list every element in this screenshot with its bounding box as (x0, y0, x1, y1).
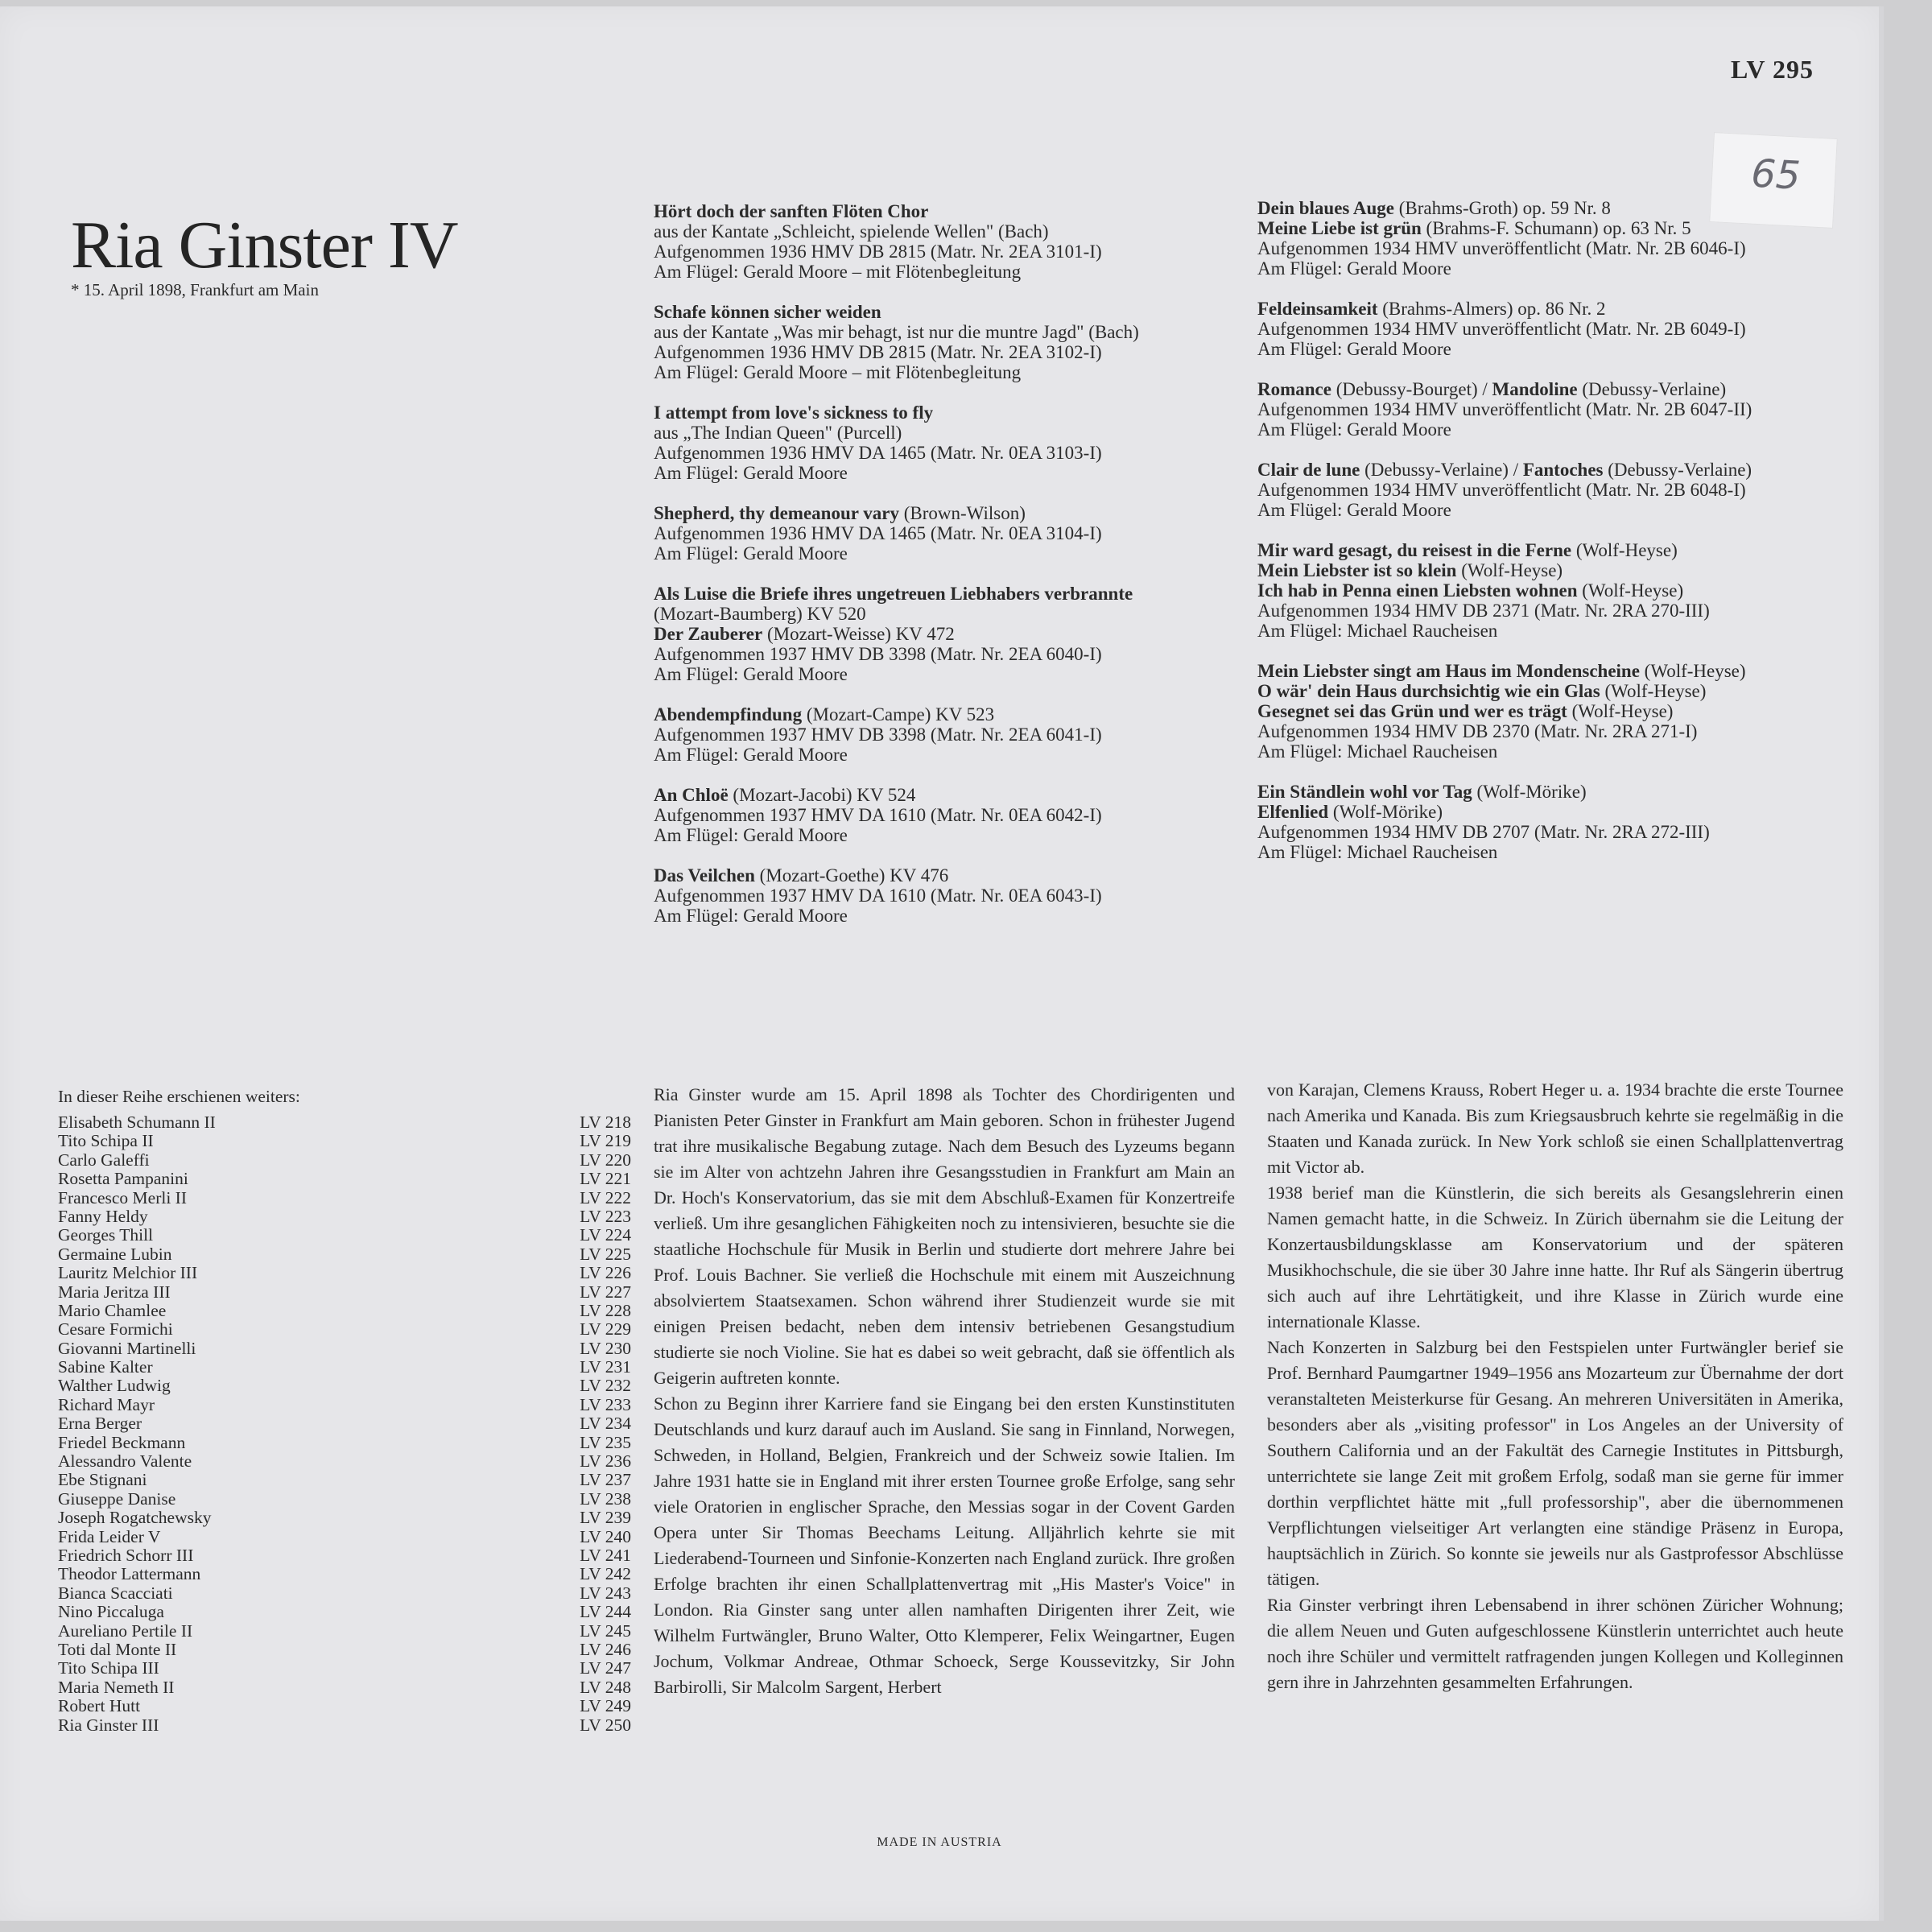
track-line (1257, 601, 1837, 621)
series-item (58, 1302, 631, 1320)
track-line (1257, 460, 1837, 480)
biography-column-2 (1267, 1077, 1843, 1695)
series-artist: Robert Hutt (58, 1696, 141, 1716)
track-line (1257, 661, 1837, 681)
track-entry (654, 865, 1217, 926)
series-item (58, 1471, 631, 1489)
track-line (654, 624, 1217, 644)
track-detail: Am Flügel: Gerald Moore – mit Flötenbegleitung (654, 362, 1022, 382)
track-title: Dein blaues Auge (1257, 198, 1394, 218)
track-detail: Aufgenommen 1934 HMV unveröffentlicht (Matr. Nr. 2B 6047-II) (1257, 399, 1752, 419)
series-catalog-number: LV 243 (580, 1583, 631, 1603)
bio-paragraph: Schon zu Beginn ihrer Karriere fand sie Eingang bei den ersten Kunstinstituten Deutschlands und kurz darauf auch im Ausland. Sie sang in Finnland, Norwegen, Schweden, in Holland, Belgien, Frankreich und der Schweiz sowie Italien. Im Jahre 1931 hatte sie in England mit ihrer ersten Tournee große Erfolge, sang sehr viele Oratorien in englischer Sprache, den Messias sogar in der Covent Garden Opera unter Sir Thomas Beechams Leitung. Alljährlich kehrte sie mit Liederabend-Tourneen und Sinfonie-Konzerten nach England zurück. Ihre großen Erfolge brachten ihr einen Schallplattenvertrag mit „His Master's Voice" in London. Ria Ginster sang unter allen namhaften Dirigenten ihrer Zeit, wie Wilhelm Furtwängler, Bruno Walter, Otto Klemperer, Felix Weingartner, Eugen Jochum, Volkmar Andreae, Othmar Schoeck, Serge Koussevitzky, Sir John Barbirolli, Sir Malcolm Sargent, Herbert (654, 1393, 1235, 1697)
series-catalog-number: LV 229 (580, 1319, 631, 1340)
track-detail: (Debussy-Verlaine) / (1360, 460, 1523, 480)
track-entry (654, 785, 1217, 845)
series-item (58, 1340, 631, 1358)
track-line (654, 664, 1217, 684)
series-rows (58, 1113, 631, 1735)
track-line (654, 745, 1217, 765)
track-entry (654, 704, 1217, 765)
track-entry (1257, 379, 1837, 440)
series-item (58, 1414, 631, 1433)
track-line (1257, 701, 1837, 721)
track-detail: Aufgenommen 1934 HMV DB 2707 (Matr. Nr. 2RA 272-III) (1257, 822, 1710, 842)
track-entry (654, 503, 1217, 564)
track-line (654, 201, 1217, 221)
series-artist: Maria Nemeth II (58, 1677, 175, 1697)
track-line (1257, 741, 1837, 762)
series-item (58, 1678, 631, 1697)
track-title: Der Zauberer (654, 624, 763, 644)
track-line (654, 825, 1217, 845)
series-catalog-number: LV 233 (580, 1394, 631, 1414)
track-line (1257, 339, 1837, 359)
track-detail: (Wolf-Heyse) (1639, 661, 1746, 681)
track-entry (1257, 782, 1837, 862)
track-line (1257, 258, 1837, 279)
series-catalog-number: LV 232 (580, 1376, 631, 1396)
series-artist: Bianca Scacciati (58, 1583, 173, 1603)
series-artist: Theodor Lattermann (58, 1564, 201, 1584)
track-detail: (Mozart-Jacobi) KV 524 (728, 785, 916, 805)
track-title: Ich hab in Penna einen Liebsten wohnen (1257, 580, 1578, 601)
track-detail: (Mozart-Goethe) KV 476 (754, 865, 949, 886)
series-catalog-number: LV 249 (580, 1696, 631, 1716)
track-line (1257, 319, 1837, 339)
series-artist: Elisabeth Schumann II (58, 1113, 216, 1132)
series-artist: Carlo Galeffi (58, 1150, 150, 1170)
series-item (58, 1132, 631, 1150)
track-detail: Aufgenommen 1937 HMV DA 1610 (Matr. Nr. 0EA 6042-I) (654, 805, 1102, 825)
track-line (654, 724, 1217, 745)
track-detail: Aufgenommen 1936 HMV DB 2815 (Matr. Nr. 2EA 3101-I) (654, 242, 1102, 262)
track-detail: Am Flügel: Gerald Moore (654, 463, 848, 483)
track-detail: Am Flügel: Gerald Moore (654, 745, 848, 765)
track-entry (1257, 198, 1837, 279)
track-line (1257, 480, 1837, 500)
track-detail: (Debussy-Bourget) / (1331, 379, 1492, 399)
series-catalog-number: LV 241 (580, 1545, 631, 1565)
series-catalog-number: LV 225 (580, 1244, 631, 1264)
track-line (1257, 238, 1837, 258)
track-title: Das Veilchen (654, 865, 755, 886)
track-detail: Aufgenommen 1937 HMV DB 3398 (Matr. Nr. 2EA 6040-I) (654, 644, 1102, 664)
series-artist: Alessandro Valente (58, 1451, 192, 1472)
track-detail: Am Flügel: Gerald Moore (654, 825, 848, 845)
track-line (654, 463, 1217, 483)
track-line (654, 221, 1217, 242)
series-catalog-number: LV 248 (580, 1677, 631, 1697)
series-item (58, 1565, 631, 1583)
track-line (654, 322, 1217, 342)
series-artist: Lauritz Melchior III (58, 1263, 198, 1283)
series-artist: Ebe Stignani (58, 1470, 147, 1490)
biography-column-1 (654, 1082, 1235, 1700)
series-catalog-number: LV 238 (580, 1488, 631, 1509)
track-line (1257, 681, 1837, 701)
track-line (1257, 419, 1837, 440)
track-title: Mein Liebster ist so klein (1257, 560, 1457, 580)
track-title: Mandoline (1492, 379, 1578, 399)
track-line (654, 543, 1217, 564)
track-line (654, 262, 1217, 282)
series-item (58, 1283, 631, 1302)
track-title: Meine Liebe ist grün (1257, 218, 1422, 238)
track-detail: Am Flügel: Michael Raucheisen (1257, 741, 1498, 762)
track-line (1257, 540, 1837, 560)
series-artist: Mario Chamlee (58, 1300, 167, 1320)
series-catalog-number: LV 226 (580, 1263, 631, 1283)
series-artist: Cesare Formichi (58, 1319, 173, 1340)
series-item (58, 1170, 631, 1188)
track-line (1257, 842, 1837, 862)
record-sleeve-back (0, 6, 1884, 1921)
series-catalog-number: LV 227 (580, 1282, 631, 1302)
series-item (58, 1434, 631, 1452)
track-title: Clair de lune (1257, 460, 1360, 480)
track-line (654, 302, 1217, 322)
track-detail: Am Flügel: Gerald Moore – mit Flötenbegleitung (654, 262, 1022, 282)
birth-info: * 15. April 1898, Frankfurt am Main (71, 280, 319, 299)
track-entry (1257, 299, 1837, 359)
track-line (654, 342, 1217, 362)
series-catalog-number: LV 228 (580, 1300, 631, 1320)
series-item (58, 1358, 631, 1377)
track-title: Romance (1257, 379, 1331, 399)
series-catalog-number: LV 231 (580, 1357, 631, 1377)
track-detail: Am Flügel: Gerald Moore (1257, 500, 1451, 520)
track-detail: Aufgenommen 1934 HMV unveröffentlicht (Matr. Nr. 2B 6048-I) (1257, 480, 1746, 500)
track-entry (654, 201, 1217, 282)
series-item (58, 1226, 631, 1245)
track-detail: (Mozart-Campe) KV 523 (802, 704, 995, 724)
track-entry (1257, 460, 1837, 520)
track-detail: (Mozart-Weisse) KV 472 (762, 624, 955, 644)
bio-paragraph: 1938 berief man die Künstlerin, die sich bereits als Gesangslehrerin einen Namen gemacht hatte, in die Schweiz. In Zürich übernahm sie die Leitung der Konzertausbildungsklasse am Konservatorium und der späteren Musikhochschule, die sie über 30 Jahre inne hatte. Ihr Ruf als Sängerin übertrug sich auch auf ihre Lehrtätigkeit, und ihre Klasse in Zürich wurde eine internationale Klasse. (1267, 1183, 1843, 1331)
track-line (1257, 560, 1837, 580)
track-title: Fantoches (1522, 460, 1604, 480)
track-detail: (Brahms-Almers) op. 86 Nr. 2 (1377, 299, 1606, 319)
series-item (58, 1245, 631, 1264)
track-title: Shepherd, thy demeanour vary (654, 503, 899, 523)
series-catalog-number: LV 237 (580, 1470, 631, 1490)
series-artist: Germaine Lubin (58, 1244, 172, 1264)
bio-paragraph: Ria Ginster wurde am 15. April 1898 als Tochter des Chordirigenten und Pianisten Peter Ginster in Frankfurt am Main geboren. Schon in frühester Jugend trat ihre musikalische Begabung zutage. Nach dem Besuch des Lyzeums begann sie im Alter von achtzehn Jahren ihre Gesangsstudien in Frankfurt am Main an Dr. Hoch's Konservatorium, das sie mit dem Abschluß-Examen für Konzertreife verließ. Um ihre gesanglichen Fähigkeiten noch zu intensivieren, besuchte sie die staatliche Hochschule für Musik in Berlin und studierte dort mehrere Jahre bei Prof. Louis Bachner. Sie verließ die Hochschule mit einem mit Auszeichnung absolviertem Staatsexamen. Schon während ihrer Studienzeit wurde sie mit einigen Preisen bedacht, neben dem intensiv betriebenen Gesangstudium studierte sie noch Violine. Sie hat es dabei so weit gebracht, daß sie öffentlich als Geigerin auftreten konnte. (654, 1084, 1235, 1388)
series-heading: In dieser Reihe erschienen weiters: (58, 1087, 300, 1106)
track-line (654, 362, 1217, 382)
series-catalog-number: LV 244 (580, 1602, 631, 1622)
series-artist: Friedel Beckmann (58, 1432, 186, 1452)
track-entry (1257, 540, 1837, 641)
series-artist: Joseph Rogatchewsky (58, 1508, 212, 1528)
track-title: Mein Liebster singt am Haus im Mondenscheine (1257, 661, 1640, 681)
series-catalog-number: LV 219 (580, 1131, 631, 1151)
series-artist: Walther Ludwig (58, 1376, 171, 1396)
track-detail: (Debussy-Verlaine) (1603, 460, 1752, 480)
track-detail: Aufgenommen 1936 HMV DA 1465 (Matr. Nr. 0EA 3103-I) (654, 443, 1102, 463)
track-title: Feldeinsamkeit (1257, 299, 1378, 319)
series-item (58, 1151, 631, 1170)
series-artist: Georges Thill (58, 1225, 154, 1245)
track-detail: Am Flügel: Gerald Moore (1257, 419, 1451, 440)
track-detail: aus der Kantate „Schleicht, spielende Wellen" (Bach) (654, 221, 1049, 242)
handwritten-note: 65 (1749, 151, 1802, 199)
series-catalog-number: LV 218 (580, 1113, 631, 1132)
track-detail: Aufgenommen 1934 HMV unveröffentlicht (Matr. Nr. 2B 6049-I) (1257, 319, 1746, 339)
series-artist: Francesco Merli II (58, 1187, 187, 1208)
track-title: Elfenlied (1257, 802, 1329, 822)
series-artist: Maria Jeritza III (58, 1282, 171, 1302)
track-detail: Aufgenommen 1934 HMV DB 2371 (Matr. Nr. 2RA 270-III) (1257, 601, 1710, 621)
track-line (654, 443, 1217, 463)
track-line (654, 805, 1217, 825)
series-artist: Toti dal Monte II (58, 1639, 177, 1659)
series-item (58, 1509, 631, 1527)
series-catalog-number: LV 246 (580, 1639, 631, 1659)
series-catalog-number: LV 220 (580, 1150, 631, 1170)
series-artist: Nino Piccaluga (58, 1602, 164, 1622)
series-catalog-number: LV 234 (580, 1414, 631, 1434)
track-detail: Am Flügel: Gerald Moore (1257, 258, 1451, 279)
track-line (654, 604, 1217, 624)
series-item (58, 1659, 631, 1678)
track-line (654, 704, 1217, 724)
track-detail: (Brahms-F. Schumann) op. 63 Nr. 5 (1421, 218, 1691, 238)
track-title: Abendempfindung (654, 704, 803, 724)
track-title: Als Luise die Briefe ihres ungetreuen Liebhabers verbrannte (654, 584, 1133, 604)
series-item (58, 1697, 631, 1715)
series-item (58, 1264, 631, 1282)
track-detail: Aufgenommen 1937 HMV DB 3398 (Matr. Nr. 2EA 6041-I) (654, 724, 1102, 745)
track-title: An Chloë (654, 785, 729, 805)
track-line (654, 865, 1217, 886)
series-catalog-number: LV 224 (580, 1225, 631, 1245)
series-catalog-number: LV 236 (580, 1451, 631, 1472)
series-item (58, 1603, 631, 1621)
track-line (1257, 721, 1837, 741)
track-line (1257, 299, 1837, 319)
track-line (1257, 399, 1837, 419)
track-detail: Am Flügel: Gerald Moore (654, 906, 848, 926)
track-detail: (Debussy-Verlaine) (1577, 379, 1727, 399)
series-artist: Giuseppe Danise (58, 1488, 176, 1509)
track-entry (1257, 661, 1837, 762)
series-catalog-number: LV 223 (580, 1206, 631, 1226)
track-line (654, 402, 1217, 423)
series-item (58, 1189, 631, 1208)
series-item (58, 1528, 631, 1546)
series-item (58, 1208, 631, 1226)
series-artist: Giovanni Martinelli (58, 1338, 196, 1358)
series-catalog-number: LV 247 (580, 1658, 631, 1678)
track-detail: (Wolf-Heyse) (1567, 701, 1674, 721)
track-detail: Aufgenommen 1934 HMV unveröffentlicht (Matr. Nr. 2B 6046-I) (1257, 238, 1746, 258)
track-line (1257, 198, 1837, 218)
bio-paragraph: von Karajan, Clemens Krauss, Robert Heger u. a. 1934 brachte die erste Tournee nach Amerika und Kanada. Bis zum Kriegsausbruch kehrte sie regelmäßig in die Staaten und Kanada zurück. In New York schloß sie einen Schallplattenvertrag mit Victor ab. (1267, 1080, 1843, 1177)
series-artist: Ria Ginster III (58, 1715, 159, 1735)
track-detail: Aufgenommen 1936 HMV DA 1465 (Matr. Nr. 0EA 3104-I) (654, 523, 1102, 543)
series-item (58, 1716, 631, 1735)
track-line (654, 242, 1217, 262)
series-artist: Sabine Kalter (58, 1357, 153, 1377)
series-item (58, 1546, 631, 1565)
track-line (1257, 621, 1837, 641)
track-title: Schafe können sicher weiden (654, 302, 881, 322)
track-title: O wär' dein Haus durchsichtig wie ein Glas (1257, 681, 1600, 701)
series-item (58, 1584, 631, 1603)
series-artist: Aureliano Pertile II (58, 1620, 193, 1641)
track-detail: Aufgenommen 1937 HMV DA 1610 (Matr. Nr. 0EA 6043-I) (654, 886, 1102, 906)
series-item (58, 1490, 631, 1509)
track-detail: (Mozart-Baumberg) KV 520 (654, 604, 866, 624)
bio-paragraph: Nach Konzerten in Salzburg bei den Festspielen unter Furtwängler berief sie Prof. Bernhard Paumgartner 1949–1956 ans Mozarteum zur Übernahme der dort veranstalteten Meisterkurse für Gesang. An mehreren Universitäten in Amerika, besonders aber als „visiting professor" in Los Angeles an der University of Southern California und an der Fakultät des Carnegie Institutes in Pittsburgh, unterrichtete sie lange Zeit mit großem Erfolg, sodaß man sie gerne für immer dorthin verpflichtet hätte mit „full professorship", aber die übernommenen Verpflichtungen vielseitiger Art verlangten eine ständige Präsenz in Europa, hauptsächlich in Zürich. So konnte sie jeweils nur als Gastprofessor Abschlüsse tätigen. (1267, 1337, 1843, 1589)
series-item (58, 1396, 631, 1414)
track-detail: Aufgenommen 1936 HMV DB 2815 (Matr. Nr. 2EA 3102-I) (654, 342, 1102, 362)
series-artist: Tito Schipa II (58, 1131, 154, 1151)
series-catalog-number: LV 230 (580, 1338, 631, 1358)
series-catalog-number: LV 242 (580, 1564, 631, 1584)
track-detail: (Wolf-Heyse) (1600, 681, 1707, 701)
track-detail: (Wolf-Heyse) (1577, 580, 1684, 601)
track-line (1257, 580, 1837, 601)
series-item (58, 1622, 631, 1641)
track-line (654, 785, 1217, 805)
track-detail: Am Flügel: Gerald Moore (654, 543, 848, 564)
series-artist: Erna Berger (58, 1414, 142, 1434)
track-title: Mir ward gesagt, du reisest in die Ferne (1257, 540, 1572, 560)
track-detail: Am Flügel: Michael Raucheisen (1257, 842, 1498, 862)
series-artist: Friedrich Schorr III (58, 1545, 194, 1565)
track-line (1257, 500, 1837, 520)
series-item (58, 1452, 631, 1471)
series-catalog-number: LV 245 (580, 1620, 631, 1641)
track-line (654, 906, 1217, 926)
track-detail: aus der Kantate „Was mir behagt, ist nur die muntre Jagd" (Bach) (654, 322, 1139, 342)
series-item (58, 1113, 631, 1132)
track-detail: (Wolf-Mörike) (1472, 782, 1587, 802)
album-title: Ria Ginster IV (71, 208, 458, 283)
series-artist: Frida Leider V (58, 1526, 161, 1546)
track-detail: (Brahms-Groth) op. 59 Nr. 8 (1393, 198, 1611, 218)
track-title: Hört doch der sanften Flöten Chor (654, 201, 929, 221)
series-catalog-number: LV 250 (580, 1715, 631, 1735)
track-entry (654, 584, 1217, 684)
track-title: I attempt from love's sickness to fly (654, 402, 934, 423)
track-line (654, 523, 1217, 543)
track-entry (654, 302, 1217, 382)
track-detail: Am Flügel: Gerald Moore (654, 664, 848, 684)
series-catalog-number: LV 235 (580, 1432, 631, 1452)
track-line (654, 503, 1217, 523)
track-detail: aus „The Indian Queen" (Purcell) (654, 423, 902, 443)
bio-paragraph: Ria Ginster verbringt ihren Lebensabend in ihrer schönen Züricher Wohnung; die allem Neuen und Guten aufgeschlossene Künstlerin unterrichtet auch heute noch ihre Schüler und vermittelt ratfragenden jungen Kollegen und Kolleginnen gern ihre in Jahrzehnten gesammelten Erfahrungen. (1267, 1595, 1843, 1692)
track-line (1257, 822, 1837, 842)
track-line (1257, 782, 1837, 802)
track-entry (654, 402, 1217, 483)
track-detail: (Wolf-Heyse) (1571, 540, 1678, 560)
track-detail: (Brown-Wilson) (899, 503, 1026, 523)
series-artist: Rosetta Pampanini (58, 1169, 188, 1189)
series-catalog-number: LV 240 (580, 1526, 631, 1546)
made-in-label: MADE IN AUSTRIA (877, 1835, 1002, 1849)
series-artist: Fanny Heldy (58, 1206, 148, 1226)
track-detail: (Wolf-Mörike) (1328, 802, 1443, 822)
tracklist-column-1 (654, 201, 1217, 946)
track-detail: Am Flügel: Gerald Moore (1257, 339, 1451, 359)
series-catalog-number: LV 239 (580, 1508, 631, 1528)
track-title: Gesegnet sei das Grün und wer es trägt (1257, 701, 1567, 721)
catalog-number: LV 295 (1731, 55, 1814, 84)
track-line (1257, 218, 1837, 238)
track-line (654, 423, 1217, 443)
series-item (58, 1320, 631, 1339)
track-line (654, 584, 1217, 604)
track-line (654, 644, 1217, 664)
series-item (58, 1377, 631, 1395)
track-title: Ein Ständlein wohl vor Tag (1257, 782, 1472, 802)
track-line (1257, 379, 1837, 399)
track-line (1257, 802, 1837, 822)
series-list (58, 1087, 631, 1735)
series-item (58, 1641, 631, 1659)
series-catalog-number: LV 222 (580, 1187, 631, 1208)
track-detail: Am Flügel: Michael Raucheisen (1257, 621, 1498, 641)
tracklist-column-2 (1257, 198, 1837, 882)
track-detail: Aufgenommen 1934 HMV DB 2370 (Matr. Nr. 2RA 271-I) (1257, 721, 1698, 741)
series-artist: Tito Schipa III (58, 1658, 159, 1678)
series-artist: Richard Mayr (58, 1394, 155, 1414)
track-detail: (Wolf-Heyse) (1456, 560, 1563, 580)
track-line (654, 886, 1217, 906)
series-catalog-number: LV 221 (580, 1169, 631, 1189)
